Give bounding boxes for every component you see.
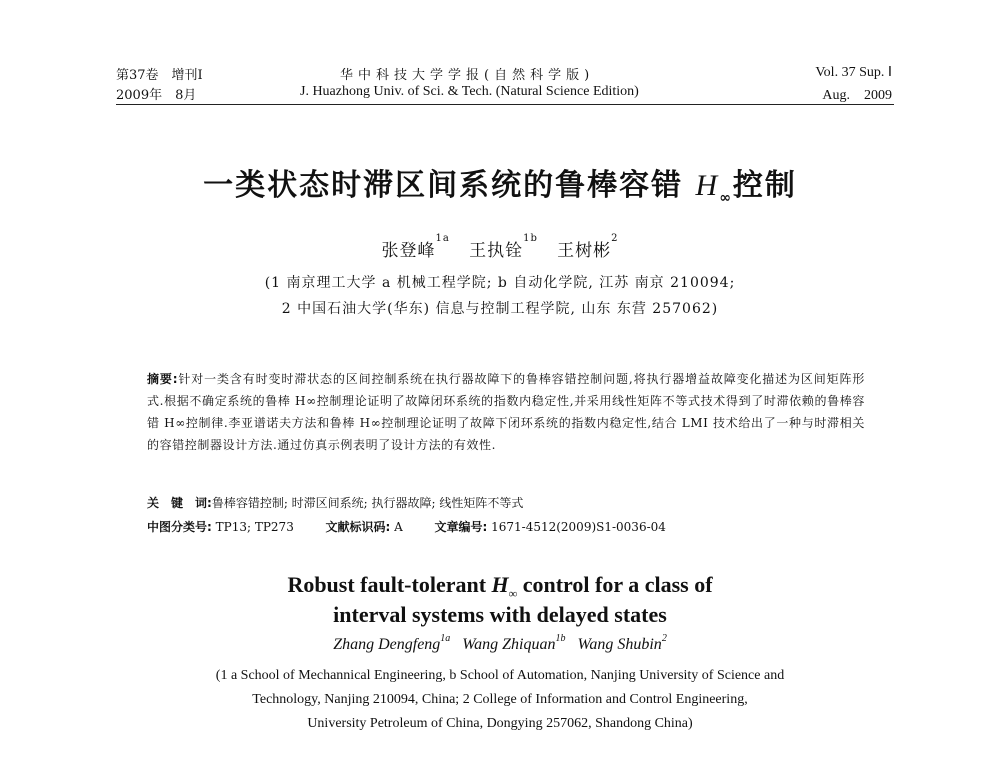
classification-line	[147, 518, 865, 535]
abstract	[147, 368, 865, 456]
article-number-label: 文章编号:	[434, 520, 488, 534]
english-affiliation-line1: (1 a School of Mechannical Engineering, b School of Automation, Nanjing University of Science and	[215, 668, 785, 683]
author-name: Zhang Dengfeng	[333, 636, 441, 653]
author-name: Wang Shubin	[577, 636, 662, 653]
author-sup: 1a	[440, 633, 451, 644]
author-name: 王执铨	[469, 241, 524, 261]
journal-name-cn: 华中科技大学学报(自然科学版)	[340, 68, 595, 83]
keywords-text: 鲁棒容错控制; 时滞区间系统; 执行器故障; 线性矩阵不等式	[211, 496, 524, 510]
volume-issue: 第37卷 增刊Ⅰ	[116, 68, 203, 83]
journal-name-en: J. Huazhong Univ. of Sci. & Tech. (Natural Science Edition)	[300, 84, 639, 99]
english-title-pre: Robust fault-tolerant	[287, 572, 492, 597]
english-title-line2: interval systems with delayed states	[333, 602, 667, 627]
english-authors	[0, 633, 1000, 654]
publication-date-en: Aug. 2009	[822, 88, 892, 103]
english-title-post: control for a class of	[517, 572, 713, 597]
english-title-infinity: ∞	[508, 586, 518, 601]
header-rule	[116, 104, 894, 105]
journal-header	[0, 0, 1000, 110]
keywords-label: 关 键 词:	[147, 496, 212, 510]
volume-en: Vol. 37 Sup. Ⅰ	[815, 65, 892, 80]
chinese-title-main: 一类状态时滞区间系统的鲁棒容错	[203, 168, 696, 203]
chinese-title-infinity: ∞	[719, 190, 733, 206]
author-name: 王树彬	[557, 241, 612, 261]
doc-code-value: A	[394, 520, 403, 534]
chinese-title-tail: 控制	[732, 168, 797, 203]
doc-code-label: 文献标识码:	[325, 520, 391, 534]
author-sup: 1a	[435, 233, 450, 244]
publication-date-cn: 2009年 8月	[116, 88, 197, 103]
chinese-title-h: H	[695, 169, 720, 202]
chinese-authors	[0, 233, 1000, 261]
clc-value: TP13; TP273	[215, 520, 294, 534]
clc-label: 中图分类号:	[147, 520, 212, 534]
english-affiliation-line3: University Petroleum of China, Dongying 257062, Shandong China)	[307, 716, 693, 731]
author-sup: 2	[611, 233, 619, 244]
chinese-affiliation-line1: (1 南京理工大学 a 机械工程学院; b 自动化学院, 江苏 南京 210094;	[264, 275, 736, 291]
abstract-label: 摘要:	[147, 372, 179, 386]
author-name: 张登峰	[381, 241, 436, 261]
author-sup: 1b	[555, 633, 566, 644]
author-name: Wang Zhiquan	[462, 636, 556, 653]
abstract-text: 针对一类含有时变时滞状态的区间控制系统在执行器故障下的鲁棒容错控制问题,将执行器增益故障变化描述为区间矩阵形式.根据不确定系统的鲁棒 H∞控制理论证明了故障闭环系统的指数内稳定性,并采用线性矩阵不等式技术得到了时滞依赖的鲁棒容错 H∞控制律.李亚谱诺夫方法和鲁棒 H∞控制理论证明了故障下闭环系统的指数内稳定性,结合 LMI 技术给出了一种与时滞相关的容错控制器设计方法.通过仿真示例表明了设计方法的有效性.	[147, 372, 866, 452]
english-affiliation-line2: Technology, Nanjing 210094, China; 2 College of Information and Control Engineering,	[252, 692, 748, 707]
english-title-h: H	[491, 572, 509, 597]
english-title-line1	[0, 572, 1000, 601]
article-number-value: 1671-4512(2009)S1-0036-04	[491, 520, 666, 534]
keywords	[147, 494, 865, 511]
chinese-title	[0, 160, 1000, 206]
author-sup: 2	[661, 633, 667, 644]
author-sup: 1b	[523, 233, 538, 244]
chinese-affiliation-line2: 2 中国石油大学(华东) 信息与控制工程学院, 山东 东营 257062)	[281, 301, 719, 317]
